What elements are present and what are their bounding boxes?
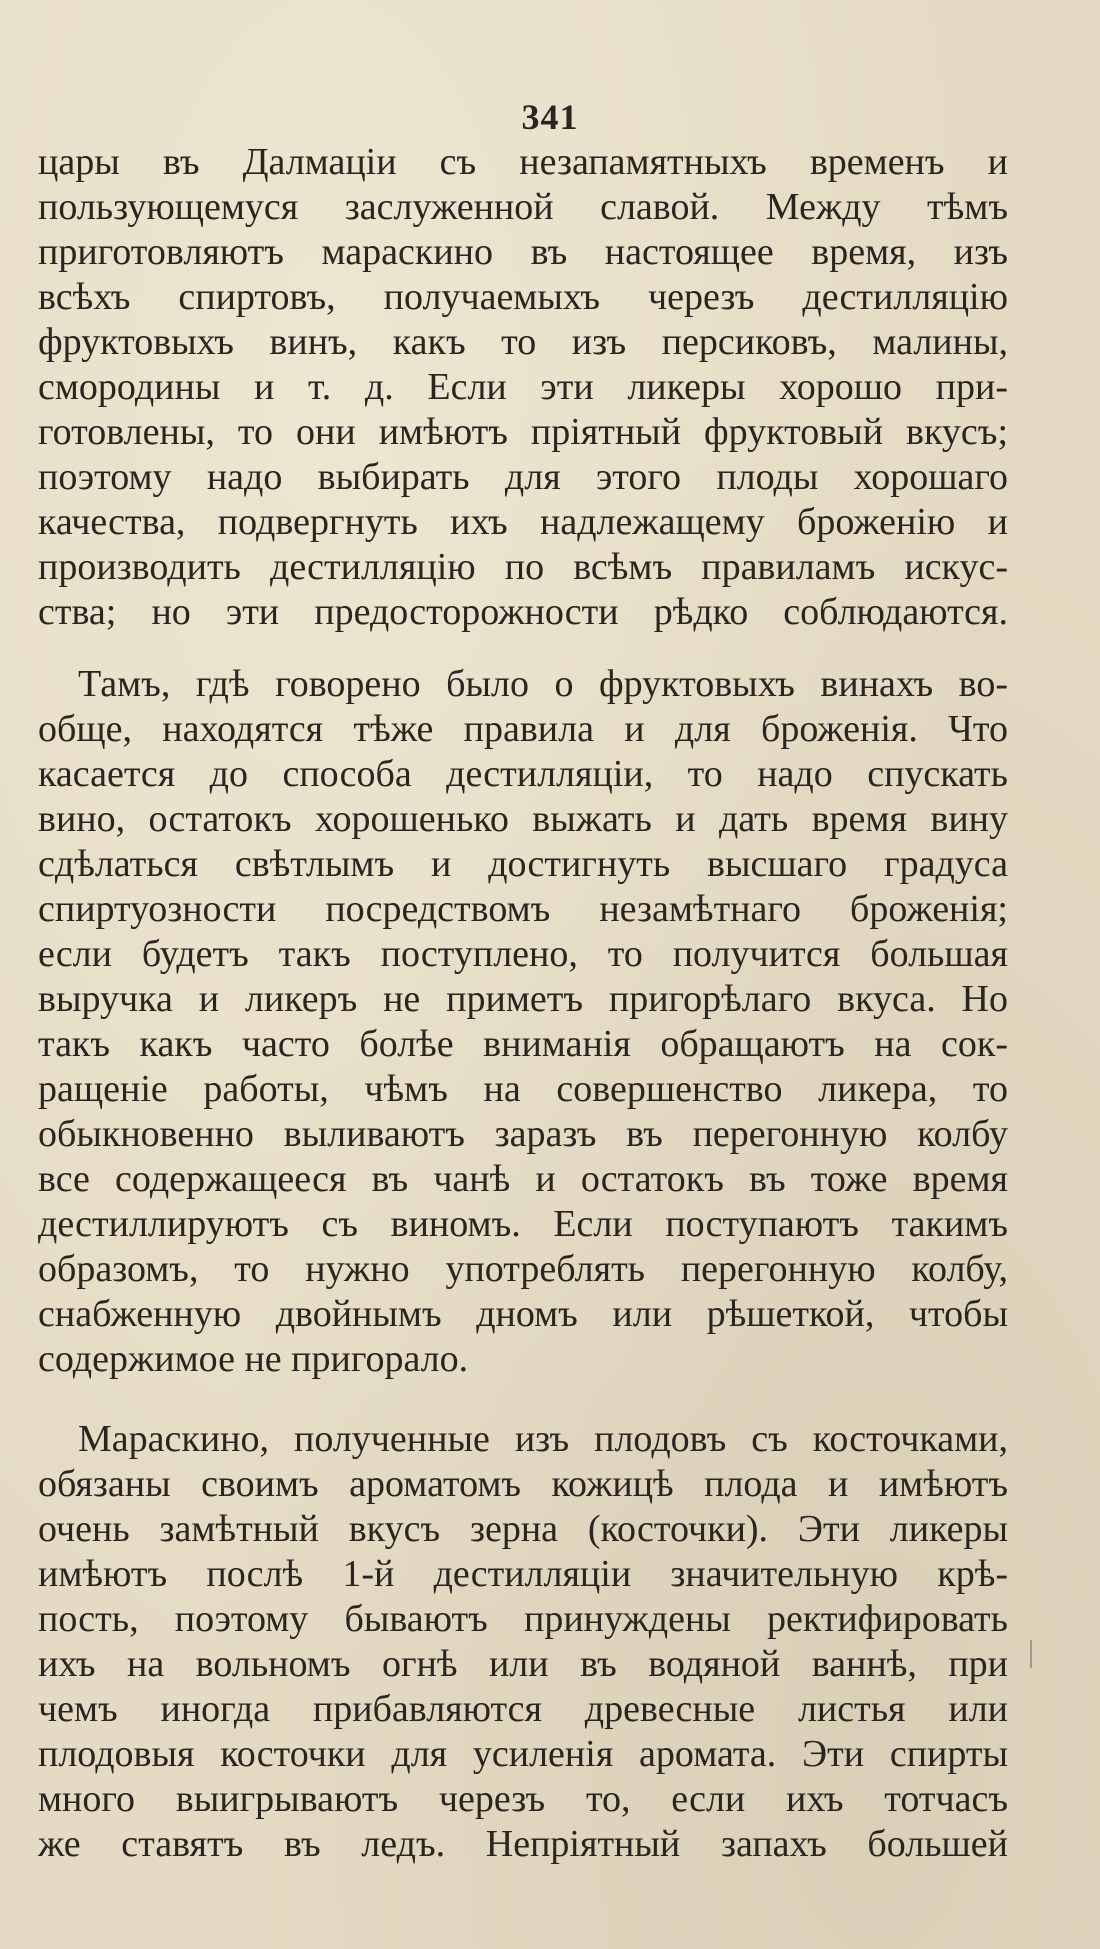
text-line: приготовляютъ мараскино въ настоящее время, изъ xyxy=(38,231,1008,273)
text-line: производить дестилляцію по всѣмъ правиламъ искус- xyxy=(38,546,1008,588)
text-line: если будетъ такъ поступлено, то получится большая xyxy=(38,933,1008,975)
text-line: ства; но эти предосторожности рѣдко соблюдаются. xyxy=(38,591,1008,633)
text-line: обязаны своимъ ароматомъ кожицѣ плода и имѣютъ xyxy=(38,1463,1008,1505)
text-line: все содержащееся въ чанѣ и остатокъ въ тоже время xyxy=(38,1158,1008,1200)
text-line: вино, остатокъ хорошенько выжать и дать время вину xyxy=(38,798,1008,840)
text-line: обще, находятся тѣже правила и для броженія. Что xyxy=(38,708,1008,750)
text-line: такъ какъ часто болѣе вниманія обращаютъ на сок- xyxy=(38,1023,1008,1065)
paragraph-spacer xyxy=(38,635,1008,662)
text-line: чемъ иногда прибавляются древесные листья или xyxy=(38,1688,1008,1730)
body-text xyxy=(38,140,1008,1867)
text-line: Мараскино, полученные изъ плодовъ съ косточками, xyxy=(78,1418,1008,1460)
text-line: образомъ, то нужно употреблять перегонную колбу, xyxy=(38,1248,1008,1290)
text-line: касается до способа дестилляціи, то надо спускать xyxy=(38,753,1008,795)
text-line: пользующемуся заслуженной славой. Между тѣмъ xyxy=(38,186,1008,228)
text-line: Тамъ, гдѣ говорено было о фруктовыхъ винахъ во- xyxy=(78,663,1008,705)
page-number: 341 xyxy=(521,97,579,137)
text-line: сдѣлаться свѣтлымъ и достигнуть высшаго градуса xyxy=(38,843,1008,885)
text-line: плодовыя косточки для усиленія аромата. Эти спирты xyxy=(38,1733,1008,1775)
text-line: пость, поэтому бываютъ принуждены ректифировать xyxy=(38,1598,1008,1640)
text-line: содержимое не пригорало. xyxy=(38,1338,469,1380)
text-line: же ставятъ въ ледъ. Непріятный запахъ большей xyxy=(38,1823,1008,1865)
paragraph-spacer xyxy=(38,1382,1008,1417)
text-line: очень замѣтный вкусъ зерна (косточки). Эти ликеры xyxy=(38,1508,1008,1550)
text-line: цары въ Далмаціи съ незапамятныхъ временъ и xyxy=(38,141,1008,183)
text-line: много выигрываютъ черезъ то, если ихъ тотчасъ xyxy=(38,1778,1008,1820)
paragraph-1 xyxy=(38,140,1008,635)
text-line: дестиллируютъ съ виномъ. Если поступаютъ такимъ xyxy=(38,1203,1008,1245)
text-line: ращеніе работы, чѣмъ на совершенство ликера, то xyxy=(38,1068,1008,1110)
text-line: обыкновенно выливаютъ заразъ въ перегонную колбу xyxy=(38,1113,1008,1155)
text-line: поэтому надо выбирать для этого плоды хорошаго xyxy=(38,456,1008,498)
text-line: спиртуозности посредствомъ незамѣтнаго броженія; xyxy=(38,888,1008,930)
text-line: ихъ на вольномъ огнѣ или въ водяной ваннѣ, при xyxy=(38,1643,1008,1685)
text-line: качества, подвергнуть ихъ надлежащему броженію и xyxy=(38,501,1008,543)
paragraph-2 xyxy=(38,662,1008,1382)
scan-mark xyxy=(1030,1640,1032,1668)
text-line: смородины и т. д. Если эти ликеры хорошо при- xyxy=(38,366,1008,408)
text-line: готовлены, то они имѣютъ пріятный фруктовый вкусъ; xyxy=(38,411,1008,453)
text-line: снабженную двойнымъ дномъ или рѣшеткой, чтобы xyxy=(38,1293,1008,1335)
paragraph-3 xyxy=(38,1417,1008,1867)
text-line: имѣютъ послѣ 1-й дестилляціи значительную крѣ- xyxy=(38,1553,1008,1595)
text-line: фруктовыхъ винъ, какъ то изъ персиковъ, малины, xyxy=(38,321,1008,363)
text-line: выручка и ликеръ не приметъ пригорѣлаго вкуса. Но xyxy=(38,978,1008,1020)
text-line: всѣхъ спиртовъ, получаемыхъ черезъ дестилляцію xyxy=(38,276,1008,318)
